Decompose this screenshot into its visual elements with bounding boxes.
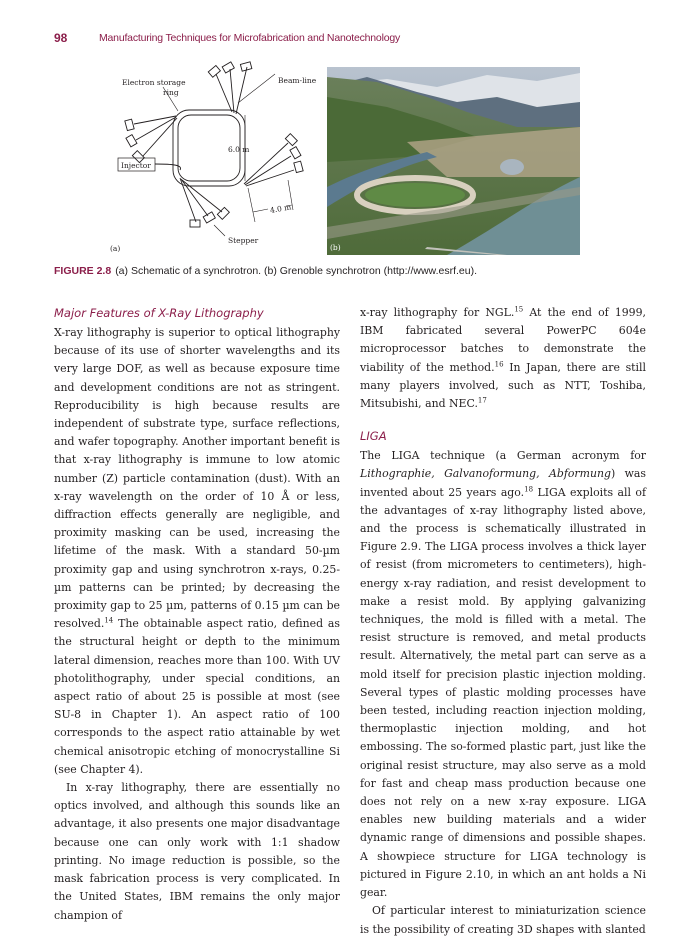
storage-ring-label: Electron storage	[122, 78, 186, 87]
synchrotron-schematic	[108, 60, 323, 255]
figure-2-8	[108, 60, 592, 260]
storage-ring-label-2: ring	[163, 88, 179, 97]
ring-size-label: 6.0 m	[228, 145, 250, 154]
synchrotron-diagram	[108, 60, 323, 255]
paragraph-text: The obtainable aspect ratio, defined as the structural height or depth to the minimum lateral dimension, reaches more than 100. With UV photolithography, under special conditions, an aspect ratio of about 25 is possible at most (see SU-8 in Chapter 1). An aspect ratio of 100 corresponds to the aspect ratio attainable by wet chemical anisotropic etching of monocrystalline Si (see Chapter 4).	[54, 617, 340, 776]
injector-label: Injector	[121, 161, 151, 170]
panel-b-label: (b)	[330, 243, 341, 252]
beam-line-label: Beam-line	[278, 76, 317, 85]
panel-a-label: (a)	[110, 244, 121, 253]
paragraph-text: Of particular interest to miniaturization science is the possibility of creating 3D shapes with slanted	[360, 904, 646, 936]
right-column	[360, 304, 646, 939]
paragraph-text: In Japan, there are still many players involved, such as NTT, Toshiba, Mitsubishi, and NEC.	[360, 360, 646, 411]
distance-label: 4.0 m	[269, 202, 292, 215]
paragraph-text: LIGA exploits all of the advantages of x-ray lithography listed above, and the process is schematically illustrated in Figure 2.9. The LIGA process involves a thick layer of resist (from micrometers to centimeters), high-energy x-ray radiation, and resist development to make a resist mold. By applying galvanizing techniques, the mold is filled with a metal. The resist structure is removed, and metal products result. Alternatively, the metal part can serve as a mold itself for precision plastic injection molding. Several types of plastic molding processes have been tested, including reaction injection molding, thermoplastic injection molding, and hot embossing. The so-formed plastic part, just like the original resist structure, may also serve as a mold for fast and cheap mass production because one does not rely on a new x-ray exposure. LIGA enables new building materials and a wider dynamic range of dimensions and possible shapes. A showpiece structure for LIGA technology is pictured in Figure 2.10, in which an ant holds a Ni gear.	[360, 485, 647, 900]
page-number: 98	[54, 31, 68, 45]
reference: 17	[477, 396, 487, 405]
paragraph	[360, 902, 646, 938]
reference: 16	[494, 359, 504, 368]
paragraph-text: In x-ray lithography, there are essentially no optics involved, and although this sounds like an advantage, it also presents one major disadvantage because one can only work with 1:1 shadow printing. No image reduction is possible, so the mask fabrication process is very complicated. In the United States, IBM remains the only major champion of	[54, 781, 340, 922]
paragraph	[54, 779, 340, 925]
figure-label: FIGURE 2.8	[54, 265, 112, 277]
paragraph-text: The LIGA technique (a German acronym for	[360, 449, 646, 463]
spacer	[360, 413, 646, 427]
reference: 18	[524, 485, 534, 493]
book-title: Manufacturing Techniques for Microfabrication and Nanotechnology	[99, 32, 401, 44]
paragraph-text: ) was invented about 25 years ago.	[360, 467, 646, 499]
reference: 14	[104, 616, 114, 625]
paragraph	[360, 304, 646, 413]
section-heading-xray: Major Features of X-Ray Lithography	[54, 306, 264, 320]
paragraph-text: x-ray lithography for NGL.	[360, 306, 515, 319]
paragraph	[54, 324, 340, 779]
stepper-label: Stepper	[228, 236, 259, 245]
figure-caption	[54, 265, 654, 277]
reference: 15	[514, 305, 524, 314]
aerial-photo	[327, 67, 580, 255]
italic-term: Lithographie, Galvanoformung, Abformung	[360, 467, 611, 481]
grenoble-synchrotron-photo	[327, 67, 580, 255]
running-head	[0, 31, 695, 47]
paragraph-text: At the end of 1999, IBM fabricated several PowerPC 604e microprocessor batches to demonstrate the viability of the method.	[360, 306, 646, 374]
caption-text: (a) Schematic of a synchrotron. (b) Grenoble synchrotron (http://www.esrf.eu).	[115, 265, 477, 277]
left-column	[54, 304, 340, 925]
paragraph	[360, 447, 646, 902]
paragraph-text: X-ray lithography is superior to optical lithography because of its use of shorter wavelengths and its very large DOF, as well as because exposure time and development conditions are not as stringent. Reproducibility is high because results are independent of substrate type, surface reflections, and wafer topography. Another important benefit is that x-ray lithography is immune to low atomic number (Z) particle contamination (dust). With an x-ray wavelength on the order of 10 Å or less, diffraction effects generally are negligible, and proximity masking can be used, increasing the lifetime of the mask. With a standard 50-µm proximity gap and using synchrotron x-rays, 0.25-µm patterns can be printed; by decreasing the proximity gap to 25 µm, patterns of 0.15 µm can be resolved.	[54, 326, 340, 631]
section-heading-liga: LIGA	[360, 429, 387, 444]
